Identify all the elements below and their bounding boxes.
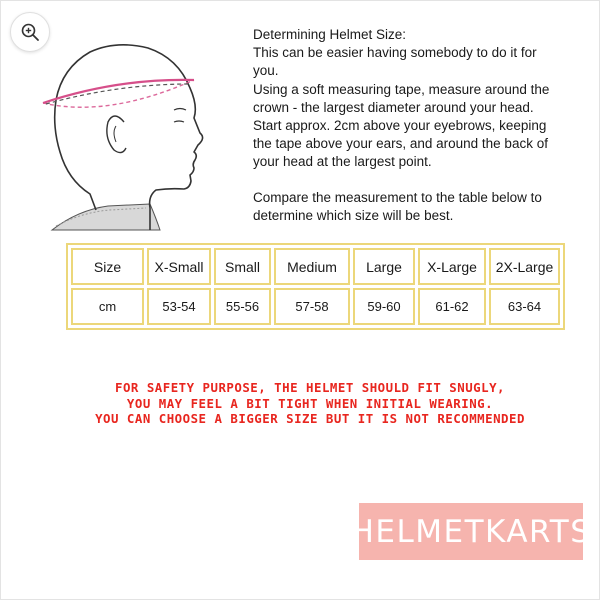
- size-header-row: [71, 248, 560, 285]
- instructions-line: the tape above your ears, and around the back of: [253, 136, 548, 152]
- instructions-line: you.: [253, 63, 279, 79]
- size-header-cell: Large: [353, 248, 415, 285]
- instructions-title: Determining Helmet Size:: [253, 27, 407, 42]
- size-cm-row: [71, 288, 560, 325]
- zoom-in-icon: [20, 22, 40, 42]
- size-value-cell: 63-64: [489, 288, 560, 325]
- instructions-line: Compare the measurement to the table below to: [253, 189, 542, 205]
- instructions-line: Start approx. 2cm above your eyebrows, keeping: [253, 118, 547, 134]
- instructions-line: crown - the largest diameter around your head.: [253, 99, 534, 115]
- size-value-cell: 53-54: [147, 288, 211, 325]
- size-value-cell: 61-62: [418, 288, 486, 325]
- warning-line: FOR SAFETY PURPOSE, THE HELMET SHOULD FIT SNUGLY,: [114, 380, 506, 395]
- safety-warning: [40, 380, 580, 427]
- helmet-size-instructions: [253, 26, 593, 225]
- warning-line: YOU CAN CHOOSE A BIGGER SIZE BUT IT IS NOT RECOMMENDED: [95, 411, 525, 426]
- head-measurement-illustration: [38, 18, 228, 233]
- size-header-cell: 2X-Large: [489, 248, 560, 285]
- size-value-cell: 55-56: [214, 288, 271, 325]
- size-header-cell: Size: [71, 248, 144, 285]
- size-header-cell: X-Large: [418, 248, 486, 285]
- brand-watermark: [350, 503, 592, 560]
- instructions-line: determine which size will be best.: [253, 207, 454, 223]
- size-value-cell: cm: [71, 288, 144, 325]
- instructions-line: Using a soft measuring tape, measure around the: [253, 81, 550, 97]
- size-header-cell: Medium: [274, 248, 350, 285]
- instructions-line: your head at the largest point.: [253, 154, 432, 170]
- size-value-cell: 59-60: [353, 288, 415, 325]
- size-value-cell: 57-58: [274, 288, 350, 325]
- warning-line: YOU MAY FEEL A BIT TIGHT WHEN INITIAL WEARING.: [126, 395, 494, 411]
- brand-text: HELMETKARTS: [350, 513, 592, 550]
- size-chart-table: [66, 243, 565, 330]
- size-header-cell: X-Small: [147, 248, 211, 285]
- size-header-cell: Small: [214, 248, 271, 285]
- instructions-line: This can be easier having somebody to do it for: [253, 45, 537, 61]
